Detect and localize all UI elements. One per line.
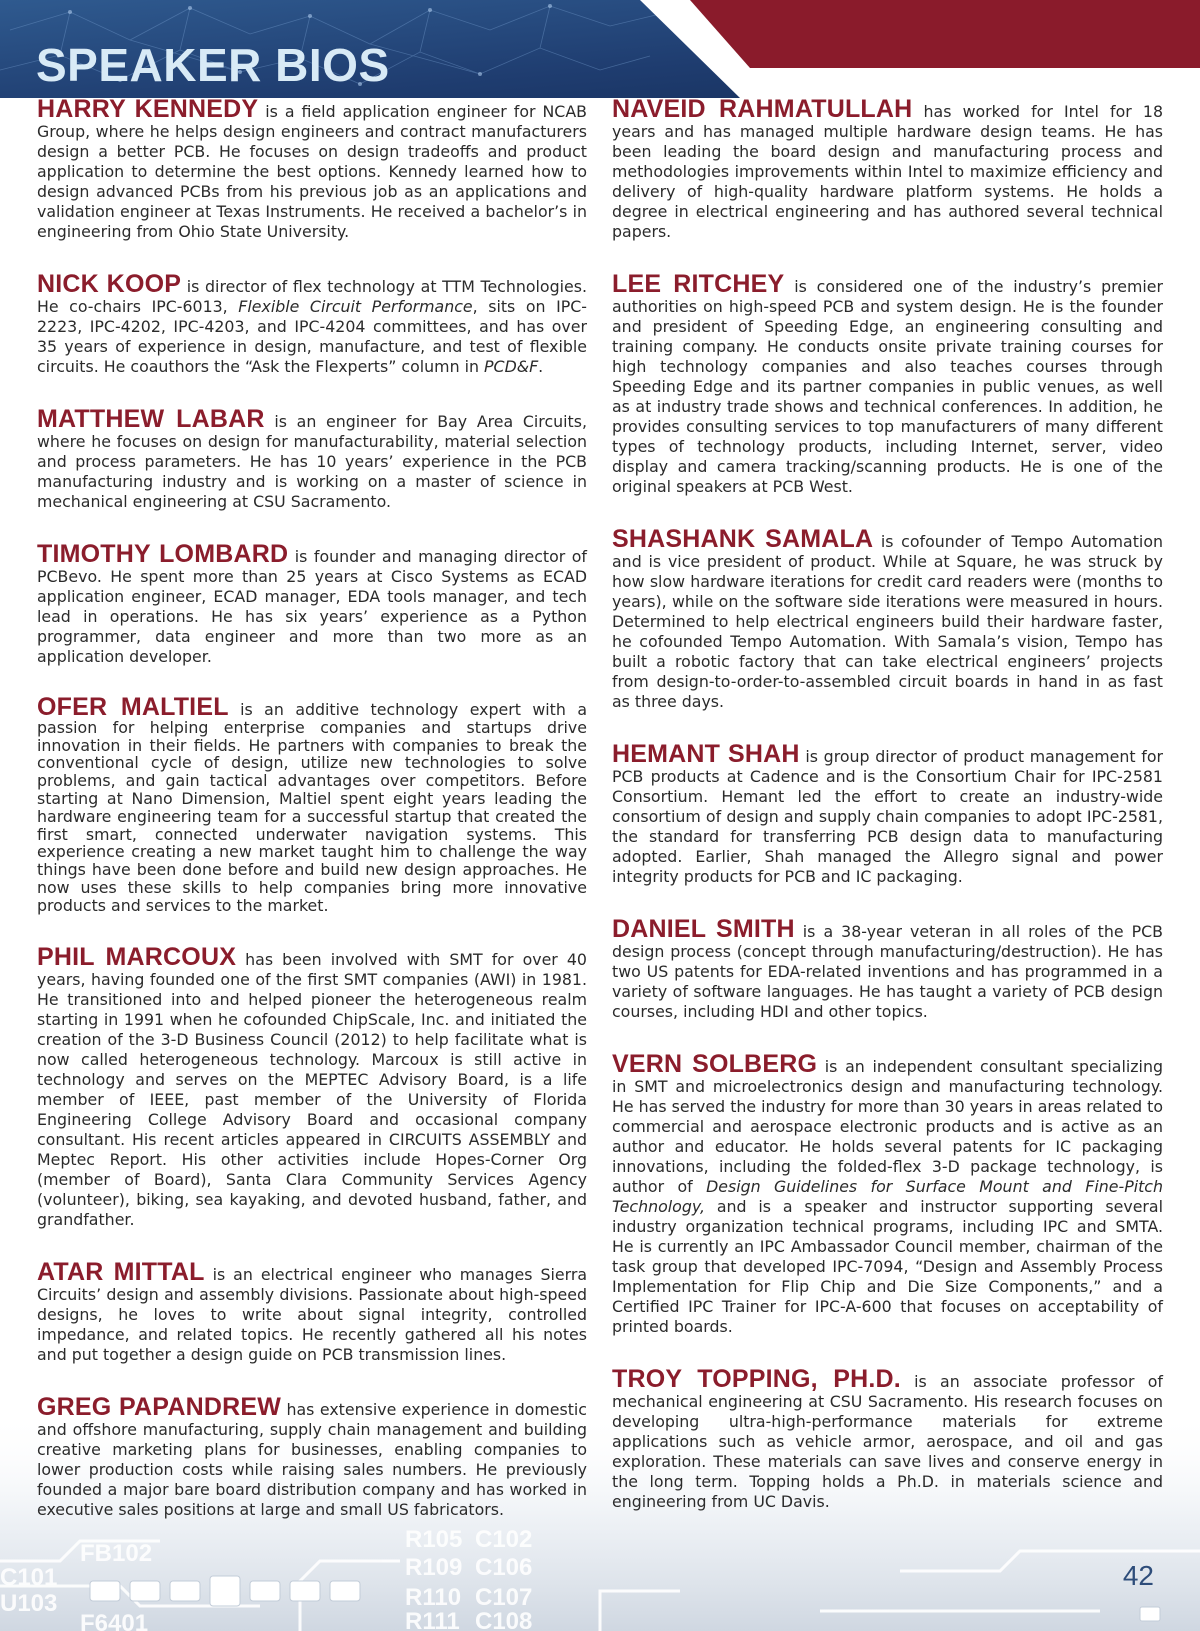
speaker-name: HARRY KENNEDY	[37, 95, 259, 123]
bio-text: and is a speaker and instructor supporting several industry organization technical programs, including IPC and SMTA. He is currently an IPC Ambassador Council member, chairman of the task group that developed IPC-7094, “Design and Assembly Process Implementation for Flip Chip and Die Size Components,” and a Certified IPC Trainer for IPC-A-600 that focuses on acceptability of printed boards.	[612, 1197, 1163, 1336]
bio-text: has been involved with SMT for over 40 years, having founded one of the first SMT companies (AWI) in 1981. He transitioned into and helped pioneer the heterogeneous realm starting in 1991 when he cofounded ChipScale, Inc. and initiated the creation of the 3-D Business Council (2012) to help facilitate what is now called heterogeneous technology. Marcoux is still active in technology and serves on the MEPTEC Advisory Board, is a life member of IEEE, past member of the University of Florida Engineering College Advisory Board and occasional company consultant. His recent articles appeared in CIRCUITS ASSEMBLY and Meptec Report. His other activities include Hopes-Corner Org (member of Board), Santa Clara Community Services Agency (volunteer), biking, sea kayaking, and devoted husband, father, and grandfather.	[37, 949, 587, 1229]
svg-text:C107: C107	[475, 1584, 533, 1611]
bio-text: is an engineer for Bay Area Circuits, where he focuses on design for manufacturability, material selection and process parameters. He has 10 years’ experience in the PCB manufacturing industry and is working on a master of science in mechanical engineering at CSU Sacramento.	[37, 412, 587, 511]
bio-nick-koop	[37, 270, 587, 377]
bio-italic-title: Flexible Circuit Performance	[238, 297, 473, 316]
bio-lee-ritchey	[612, 270, 1164, 497]
speaker-name: OFER MALTIEL	[37, 693, 229, 721]
bio-shashank-samala	[612, 525, 1163, 712]
right-column	[612, 95, 1164, 1544]
bio-text: is an associate professor of mechanical engineering at CSU Sacramento. His research focuses on developing ultra-high-performance materials for extreme applications such as vehicle armor, aerospace, and oil and gas exploration. These materials can save lives and conserve energy in the long term. Topping holds a Ph.D. in materials science and engineering from UC Davis.	[612, 1372, 1163, 1511]
speaker-name: HEMANT SHAH	[612, 740, 800, 768]
speaker-name: NICK KOOP	[37, 270, 182, 298]
bio-text: is a field application engineer for NCAB Group, where he helps design engineers and contract manufacturers design a better PCB. He focuses on design tradeoffs and product application to determine the best options. Kennedy learned how to design advanced PCBs from his previous job as an applications and validation engineer at Texas Instruments. He received a bachelor’s in engineering from Ohio State University.	[37, 102, 587, 241]
speaker-name: NAVEID RAHMATULLAH	[612, 95, 913, 123]
bio-text: is an electrical engineer who manages Sierra Circuits’ design and assembly divisions. Passionate about high-speed designs, he loves to write about signal integrity, controlled impedance, and related topics. He recently gathered all his notes and put together a design guide on PCB transmission lines.	[37, 1264, 587, 1364]
bio-text: is cofounder of Tempo Automation and is vice president of product. While at Square, he was struck by how slow hardware iterations for credit card readers were (months to years), while on the software side iterations were measured in hours. Determined to help electrical engineers build their hardware faster, he cofounded Tempo Automation. With Samala’s vision, Tempo has built a robotic factory that can take electrical engineers’ projects from design-to-order-to-assembled circuit boards in hand in as fast as three days.	[612, 532, 1163, 711]
bio-text: is founder and managing director of PCBevo. He spent more than 25 years at Cisco Systems as ECAD application engineer, ECAD manager, EDA tools manager, and tech lead in operations. He has six years’ experience as a Python programmer, data engineer and more than two more as an application developer.	[37, 547, 587, 666]
svg-text:F6401: F6401	[80, 1610, 149, 1631]
bio-daniel-smith	[612, 915, 1163, 1022]
page-title: SPEAKER BIOS	[36, 39, 390, 91]
bio-ofer-maltiel	[37, 693, 587, 915]
bio-text: is an additive technology expert with a passion for helping enterprise companies and startups drive innovation in their fields. He partners with companies to break the conventional cycle of design, utilize new technologies to solve problems, and gain tactical advantages over competitors. Before starting at Nano Dimension, Maltiel spent eight years leading the hardware engineering team for a successful startup that created the first smart, connected underwater navigation systems. This experience creating a new market taught him to challenge the way things have been done before and build new design approaches. He now uses these skills to help companies bring more innovative products and services to the market.	[37, 700, 587, 915]
bio-text: has worked for Intel for 18 years and has managed multiple hardware design teams. He has been leading the board design and manufacturing process and methodologies improvements within Intel to maximize efficiency and delivery of high-quality hardware platform systems. He holds a degree in electrical engineering and has authored several technical papers.	[612, 102, 1163, 241]
svg-text:C108: C108	[475, 1608, 533, 1631]
bio-italic-title: PCD&F	[484, 357, 539, 376]
speaker-name: TROY TOPPING, PH.D.	[612, 1365, 901, 1393]
bio-harry-kennedy	[37, 95, 587, 242]
speaker-name: DANIEL SMITH	[612, 915, 795, 943]
svg-text:R110: R110	[405, 1584, 462, 1611]
bio-text: .	[538, 357, 544, 376]
header-banner	[0, 0, 1200, 98]
bio-vern-solberg	[612, 1050, 1164, 1337]
page-number: 42	[1122, 1560, 1154, 1591]
bio-text: has extensive experience in domestic and offshore manufacturing, supply chain management and building creative marketing plans for businesses, enabling companies to lower production costs while raising sales numbers. He previously founded a major bare board distribution company and has worked in executive sales positions at large and small US fabricators.	[37, 1399, 587, 1519]
bio-text: is group director of product management for PCB products at Cadence and is the Consortium Chair for IPC-2581 Consortium. Hemant led the effort to create an industry-wide consortium of design and supply chain companies to adopt IPC-2581, the standard for transferring PCB design data to manufacturing adopted. Earlier, Shah managed the Allegro signal and power integrity products for PCB and IC packaging.	[612, 747, 1163, 886]
bio-troy-topping	[612, 1365, 1163, 1512]
bio-text: , sits on IPC-2223, IPC-4202, IPC-4203, and IPC-4204 committees, and has over 35 years of experience in design, manufacture, and test of flexible circuits. He coauthors the “Ask the Flexperts” column in	[37, 297, 587, 376]
speaker-name: TIMOTHY LOMBARD	[37, 540, 289, 568]
bio-italic-title: Design Guidelines for Surface Mount and Fine-Pitch Technology,	[612, 1177, 1164, 1216]
svg-text:C102: C102	[475, 1526, 533, 1553]
speaker-name: LEE RITCHEY	[612, 270, 785, 298]
svg-text:R111: R111	[405, 1608, 460, 1631]
left-column	[37, 95, 587, 1552]
bio-text: is director of flex technology at TTM Technologies. He co-chairs IPC-6013,	[37, 277, 587, 316]
speaker-name: VERN SOLBERG	[612, 1050, 818, 1078]
svg-text:U103: U103	[0, 1590, 58, 1617]
speaker-name: PHIL MARCOUX	[37, 942, 237, 971]
speaker-name: GREG PAPANDREW	[37, 1392, 282, 1421]
bio-timothy-lombard	[37, 540, 587, 667]
svg-text:C101: C101	[0, 1564, 58, 1591]
bio-naveid-rahmatullah	[612, 95, 1163, 242]
speaker-name: ATAR MITTAL	[37, 1257, 205, 1286]
bio-greg-papandrew	[37, 1392, 587, 1520]
bio-text: is considered one of the industry’s premier authorities on high-speed PCB and system design. He is the founder and president of Speeding Edge, an engineering consulting and training company. He conducts onsite private training courses for high technology companies and also teaches courses through Speeding Edge and its partner companies in public venues, as well as at industry trade shows and technical conferences. In addition, he provides consulting services to top manufacturers of many different types of technology products, including Internet, server, video display and camera tracking/scanning products. He is one of the original speakers at PCB West.	[612, 277, 1164, 496]
svg-text:C106: C106	[475, 1554, 533, 1581]
bio-text: is an independent consultant specializing in SMT and microelectronics design and manufacturing technology. He has served the industry for more than 30 years in areas related to commercial and aerospace electronic products and is active as an author and educator. He holds several patents for IC packaging innovations, including the folded-flex 3-D package technology, is author of	[612, 1057, 1163, 1196]
bio-phil-marcoux	[37, 942, 587, 1230]
bio-atar-mittal	[37, 1257, 587, 1365]
bio-text: is a 38-year veteran in all roles of the PCB design process (concept through manufacturing/destruction). He has two US patents for EDA-related inventions and has programmed in a variety of software languages. He has taught a variety of PCB design courses, including HDI and other topics.	[612, 922, 1163, 1021]
svg-text:R109: R109	[405, 1554, 463, 1581]
bio-matthew-labar	[37, 405, 587, 512]
bio-hemant-shah	[612, 740, 1163, 887]
speaker-name: MATTHEW LABAR	[37, 405, 265, 433]
speaker-name: SHASHANK SAMALA	[612, 525, 874, 553]
svg-text:R105: R105	[405, 1526, 463, 1553]
svg-text:FB102: FB102	[80, 1540, 153, 1567]
